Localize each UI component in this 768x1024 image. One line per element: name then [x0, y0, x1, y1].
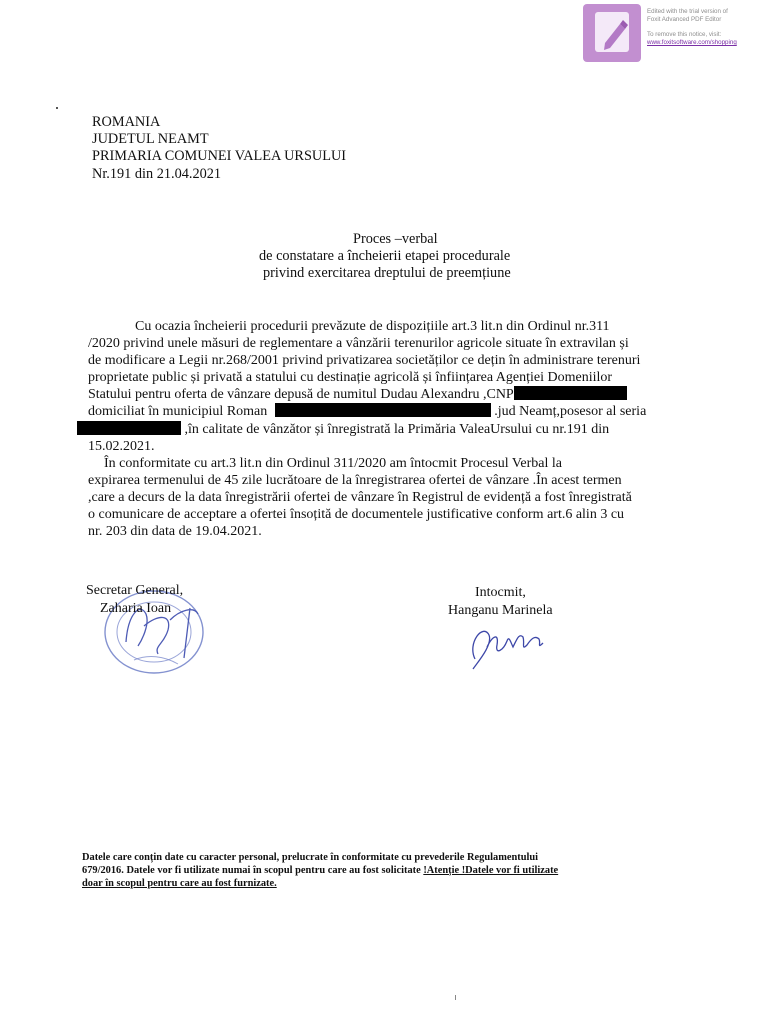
scan-mark	[455, 995, 456, 1000]
watermark-line-2: Foxit Advanced PDF Editor	[647, 16, 722, 24]
header-institution: PRIMARIA COMUNEI VALEA URSULUI	[92, 148, 347, 165]
body-line: În conformitate cu art.3 lit.n din Ordinul 311/2020 am întocmit Procesul Verbal la	[104, 455, 563, 471]
body-line: proprietate public și privată a statului cu destinație agricolă și înființarea Agenției Domeniilor	[88, 370, 613, 386]
scan-speck	[56, 107, 58, 109]
title-line-2: de constatare a încheierii etapei procedurale	[259, 248, 511, 265]
gdpr-warning: !Atenție !Datele vor fi utilizate	[423, 865, 559, 876]
body-line: nr. 203 din data de 19.04.2021.	[88, 524, 262, 540]
gdpr-line	[82, 864, 702, 877]
body-line	[88, 386, 693, 403]
redaction-address	[275, 403, 491, 417]
body-line	[88, 421, 693, 438]
body-text: .jud Neamț,posesor al seria	[494, 404, 647, 420]
gdpr-line: doar în scopul pentru care au fost furnizate.	[82, 878, 277, 889]
title-line-3: privind exercitarea dreptului de preemțiune	[263, 265, 511, 282]
author-name: Hanganu Marinela	[448, 602, 553, 618]
body-line	[88, 403, 693, 420]
body-line: ,care a decurs de la data înregistrării ofertei de vânzare în Registrul de evidență a fost înregistrată	[88, 489, 632, 505]
header-county: JUDETUL NEAMT	[92, 131, 209, 148]
body-text: Statului pentru oferta de vânzare depusă de numitul Dudau Alexandru ,CNP	[88, 387, 514, 403]
watermark-line-3: To remove this notice, visit:	[647, 30, 722, 38]
secretary-role: Secretar General,	[86, 583, 184, 598]
title-line-1: Proces –verbal	[353, 231, 438, 247]
document-header	[92, 114, 346, 183]
header-country: ROMANIA	[92, 114, 161, 130]
body-line: /2020 privind unele măsuri de reglementare a vânzării terenurilor agricole situate în extravilan și	[88, 336, 629, 352]
watermark-text	[647, 8, 765, 48]
watermark-line-1: Edited with the trial version of	[647, 8, 728, 15]
body-line: o comunicare de acceptare a ofertei însoțită de documentele justificative conform art.6 alin 3 cu	[88, 507, 625, 523]
document-title	[0, 231, 768, 283]
gdpr-notice	[82, 851, 702, 890]
watermark-link[interactable]: www.foxitsoftware.com/shopping	[647, 39, 737, 47]
author-role: Intocmit,	[475, 585, 526, 600]
pdf-editor-pen-icon	[583, 4, 641, 62]
body-text: domiciliat în municipiul Roman	[88, 404, 268, 420]
redaction-cnp	[514, 386, 627, 400]
body-line: de modificare a Legii nr.268/2001 privind privatizarea societăților ce dețin în administrare terenuri	[88, 353, 641, 369]
body-text: ,în calitate de vânzător și înregistrată la Primăria ValeaUrsului cu nr.191 din	[184, 421, 610, 437]
editor-watermark	[583, 4, 765, 62]
gdpr-line: Datele care conțin date cu caracter personal, prelucrate în conformitate cu prevederile Regulamentului	[82, 852, 539, 863]
redaction-id-series	[77, 421, 181, 435]
author-signature	[463, 613, 553, 673]
header-registration: Nr.191 din 21.04.2021	[92, 165, 222, 182]
body-line: 15.02.2021.	[88, 438, 155, 454]
signature-block-secretary	[86, 582, 183, 617]
body-line: expirarea termenului de 45 zile lucrătoare de la înregistrarea ofertei de vânzare .În acest termen	[88, 472, 622, 488]
body-line: Cu ocazia încheierii procedurii prevăzute de dispozițiile art.3 lit.n din Ordinul nr.311	[135, 319, 610, 334]
gdpr-text: 679/2016. Datele vor fi utilizate numai în scopul pentru care au fost solicitate	[82, 865, 424, 876]
secretary-name: Zaharia Ioan	[100, 600, 172, 616]
document-body	[88, 318, 693, 540]
